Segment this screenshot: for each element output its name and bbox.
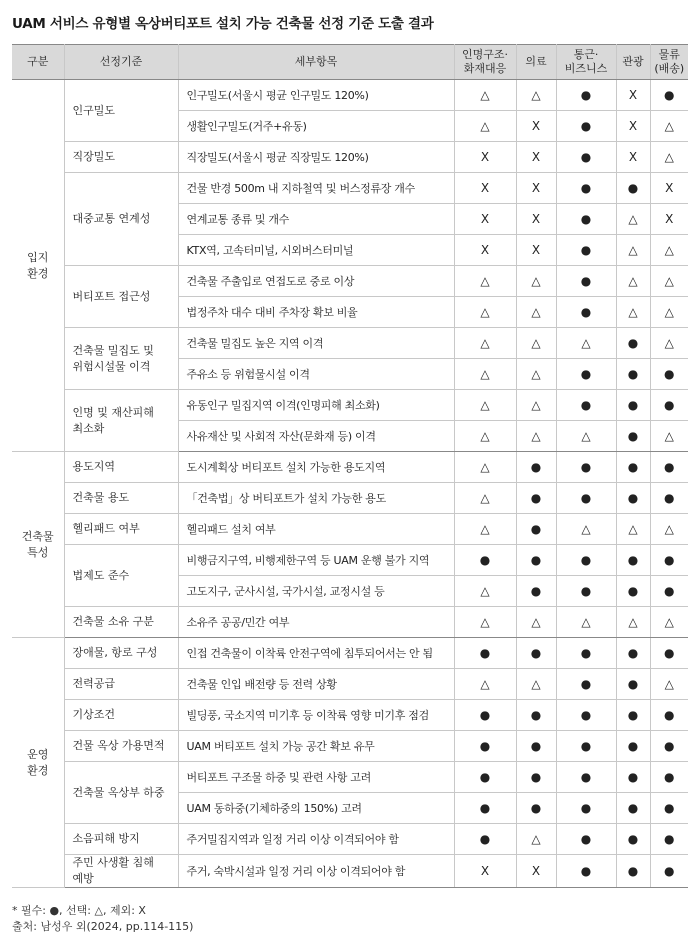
mark-rescue: ● (454, 824, 516, 855)
mark-tourism: ● (616, 173, 650, 204)
mark-commute: ● (556, 111, 616, 142)
mark-commute: ● (556, 731, 616, 762)
mark-logistics: △ (650, 669, 688, 700)
mark-rescue: △ (454, 297, 516, 328)
detail-cell: 법정주차 대수 대비 주차장 확보 비율 (178, 297, 454, 328)
mark-logistics: X (650, 173, 688, 204)
mark-tourism: X (616, 142, 650, 173)
mark-rescue: △ (454, 421, 516, 452)
mark-tourism: ● (616, 669, 650, 700)
mark-tourism: ● (616, 545, 650, 576)
mark-tourism: X (616, 80, 650, 111)
mark-medical: ● (516, 514, 556, 545)
mark-tourism: ● (616, 731, 650, 762)
criterion-cell: 헬리패드 여부 (64, 514, 178, 545)
mark-logistics: △ (650, 607, 688, 638)
mark-medical: △ (516, 297, 556, 328)
mark-commute: ● (556, 762, 616, 793)
mark-logistics: ● (650, 483, 688, 514)
mark-commute: ● (556, 824, 616, 855)
mark-medical: ● (516, 731, 556, 762)
mark-tourism: ● (616, 359, 650, 390)
mark-logistics: ● (650, 824, 688, 855)
mark-tourism: △ (616, 266, 650, 297)
detail-cell: 사유재산 및 사회적 자산(문화재 등) 이격 (178, 421, 454, 452)
mark-logistics: ● (650, 390, 688, 421)
mark-logistics: △ (650, 266, 688, 297)
header-criterion: 선정기준 (64, 45, 178, 80)
mark-rescue: ● (454, 793, 516, 824)
mark-logistics: ● (650, 762, 688, 793)
mark-rescue: △ (454, 514, 516, 545)
mark-logistics: ● (650, 855, 688, 888)
mark-tourism: ● (616, 390, 650, 421)
mark-logistics: △ (650, 142, 688, 173)
header-row (12, 45, 688, 80)
mark-logistics: ● (650, 793, 688, 824)
criterion-cell: 건축물 소유 구분 (64, 607, 178, 638)
mark-rescue: △ (454, 390, 516, 421)
mark-rescue: △ (454, 80, 516, 111)
legend-note: * 필수: ●, 선택: △, 제외: X (12, 904, 146, 917)
mark-logistics: ● (650, 545, 688, 576)
mark-commute: ● (556, 700, 616, 731)
mark-tourism: △ (616, 235, 650, 266)
group-cell: 운영 환경 (12, 638, 64, 888)
mark-commute: △ (556, 514, 616, 545)
mark-medical: ● (516, 483, 556, 514)
criterion-cell: 건축물 옥상부 하중 (64, 762, 178, 824)
header-group: 구분 (12, 45, 64, 80)
detail-cell: 주유소 등 위험물시설 이격 (178, 359, 454, 390)
criterion-cell: 대중교통 연계성 (64, 173, 178, 266)
source-note: 출처: 남성우 외(2024, pp.114-115) (12, 920, 194, 933)
detail-cell: 도시계획상 버티포트 설치 가능한 용도지역 (178, 452, 454, 483)
mark-rescue: △ (454, 266, 516, 297)
criterion-cell: 장애물, 항로 구성 (64, 638, 178, 669)
mark-logistics: △ (650, 421, 688, 452)
mark-rescue: △ (454, 359, 516, 390)
mark-rescue: △ (454, 328, 516, 359)
mark-commute: ● (556, 173, 616, 204)
table-row (12, 173, 688, 204)
mark-tourism: ● (616, 824, 650, 855)
table-row (12, 824, 688, 855)
mark-rescue: ● (454, 762, 516, 793)
mark-medical: X (516, 235, 556, 266)
mark-medical: △ (516, 421, 556, 452)
mark-rescue: △ (454, 607, 516, 638)
header-rescue: 인명구조· 화재대응 (454, 45, 516, 80)
group-cell: 입지 환경 (12, 80, 64, 452)
mark-commute: ● (556, 545, 616, 576)
mark-commute: △ (556, 328, 616, 359)
mark-rescue: △ (454, 576, 516, 607)
criterion-cell: 전력공급 (64, 669, 178, 700)
table-row (12, 80, 688, 111)
mark-logistics: ● (650, 700, 688, 731)
detail-cell: 빌딩풍, 국소지역 미기후 등 이착륙 영향 미기후 점검 (178, 700, 454, 731)
mark-medical: △ (516, 390, 556, 421)
table-row (12, 266, 688, 297)
mark-logistics: ● (650, 452, 688, 483)
mark-commute: ● (556, 80, 616, 111)
criterion-cell: 직장밀도 (64, 142, 178, 173)
mark-medical: X (516, 204, 556, 235)
detail-cell: 고도지구, 군사시설, 국가시설, 교정시설 등 (178, 576, 454, 607)
mark-rescue: △ (454, 669, 516, 700)
mark-logistics: △ (650, 235, 688, 266)
table-row (12, 638, 688, 669)
detail-cell: KTX역, 고속터미널, 시외버스터미널 (178, 235, 454, 266)
mark-commute: △ (556, 421, 616, 452)
detail-cell: UAM 버티포트 설치 가능 공간 확보 유무 (178, 731, 454, 762)
mark-commute: ● (556, 576, 616, 607)
mark-tourism: △ (616, 514, 650, 545)
criterion-cell: 건축물 용도 (64, 483, 178, 514)
mark-logistics: △ (650, 111, 688, 142)
table-body (12, 80, 688, 888)
mark-medical: △ (516, 669, 556, 700)
mark-commute: ● (556, 452, 616, 483)
mark-logistics: △ (650, 514, 688, 545)
mark-tourism: ● (616, 762, 650, 793)
mark-tourism: △ (616, 204, 650, 235)
detail-cell: 주거, 숙박시설과 일정 거리 이상 이격되어야 함 (178, 855, 454, 888)
mark-commute: ● (556, 359, 616, 390)
criterion-cell: 인명 및 재산피해 최소화 (64, 390, 178, 452)
detail-cell: 건물 반경 500m 내 지하철역 및 버스정류장 개수 (178, 173, 454, 204)
detail-cell: 건축물 주출입로 연접도로 중로 이상 (178, 266, 454, 297)
table-row (12, 328, 688, 359)
mark-rescue: ● (454, 700, 516, 731)
mark-rescue: △ (454, 111, 516, 142)
table-row (12, 607, 688, 638)
header-tourism: 관광 (616, 45, 650, 80)
mark-medical: △ (516, 359, 556, 390)
table-row (12, 855, 688, 888)
criterion-cell: 건축물 밀집도 및 위험시설물 이격 (64, 328, 178, 390)
mark-commute: ● (556, 235, 616, 266)
header-detail: 세부항목 (178, 45, 454, 80)
mark-rescue: △ (454, 483, 516, 514)
detail-cell: 헬리패드 설치 여부 (178, 514, 454, 545)
table-title: UAM 서비스 유형별 옥상버티포트 설치 가능 건축물 선정 기준 도출 결과 (12, 16, 434, 32)
mark-tourism: ● (616, 328, 650, 359)
mark-medical: X (516, 111, 556, 142)
detail-cell: 버티포트 구조물 하중 및 관련 사항 고려 (178, 762, 454, 793)
detail-cell: 주거밀집지역과 일정 거리 이상 이격되어야 함 (178, 824, 454, 855)
table-row (12, 142, 688, 173)
mark-tourism: ● (616, 638, 650, 669)
mark-tourism: △ (616, 297, 650, 328)
criterion-cell: 법제도 준수 (64, 545, 178, 607)
mark-commute: ● (556, 390, 616, 421)
table-row (12, 731, 688, 762)
criteria-table (12, 44, 688, 888)
table-row (12, 545, 688, 576)
detail-cell: 직장밀도(서울시 평균 직장밀도 120%) (178, 142, 454, 173)
detail-cell: 인접 건축물이 이착륙 안전구역에 침투되어서는 안 됨 (178, 638, 454, 669)
header-commute: 통근· 비즈니스 (556, 45, 616, 80)
mark-rescue: X (454, 142, 516, 173)
table-row (12, 483, 688, 514)
mark-logistics: ● (650, 576, 688, 607)
criterion-cell: 소음피해 방지 (64, 824, 178, 855)
mark-commute: ● (556, 669, 616, 700)
mark-logistics: ● (650, 80, 688, 111)
criterion-cell: 용도지역 (64, 452, 178, 483)
mark-logistics: ● (650, 359, 688, 390)
mark-logistics: ● (650, 638, 688, 669)
detail-cell: 인구밀도(서울시 평균 인구밀도 120%) (178, 80, 454, 111)
mark-logistics: △ (650, 297, 688, 328)
header-logistics: 물류 (배송) (650, 45, 688, 80)
table-row (12, 452, 688, 483)
detail-cell: 비행금지구역, 비행제한구역 등 UAM 운행 불가 지역 (178, 545, 454, 576)
mark-rescue: X (454, 173, 516, 204)
mark-logistics: △ (650, 328, 688, 359)
mark-rescue: ● (454, 545, 516, 576)
mark-commute: ● (556, 266, 616, 297)
mark-medical: ● (516, 545, 556, 576)
mark-rescue: ● (454, 638, 516, 669)
mark-rescue: X (454, 855, 516, 888)
mark-tourism: ● (616, 700, 650, 731)
table-row (12, 514, 688, 545)
mark-medical: X (516, 142, 556, 173)
mark-medical: △ (516, 328, 556, 359)
mark-medical: ● (516, 762, 556, 793)
mark-commute: ● (556, 793, 616, 824)
mark-medical: ● (516, 638, 556, 669)
mark-commute: ● (556, 483, 616, 514)
criterion-cell: 버티포트 접근성 (64, 266, 178, 328)
mark-commute: ● (556, 204, 616, 235)
mark-medical: △ (516, 824, 556, 855)
detail-cell: 건축물 밀집도 높은 지역 이격 (178, 328, 454, 359)
detail-cell: 연계교통 종류 및 개수 (178, 204, 454, 235)
detail-cell: 「건축법」상 버티포트가 설치 가능한 용도 (178, 483, 454, 514)
mark-medical: X (516, 173, 556, 204)
detail-cell: UAM 동하중(기체하중의 150%) 고려 (178, 793, 454, 824)
mark-tourism: X (616, 111, 650, 142)
mark-tourism: △ (616, 607, 650, 638)
mark-tourism: ● (616, 793, 650, 824)
mark-rescue: ● (454, 731, 516, 762)
mark-medical: △ (516, 607, 556, 638)
mark-tourism: ● (616, 483, 650, 514)
mark-tourism: ● (616, 576, 650, 607)
mark-medical: ● (516, 793, 556, 824)
table-row (12, 762, 688, 793)
criterion-cell: 주민 사생활 침해 예방 (64, 855, 178, 888)
mark-commute: △ (556, 607, 616, 638)
group-cell: 건축물 특성 (12, 452, 64, 638)
mark-rescue: X (454, 204, 516, 235)
criterion-cell: 건물 옥상 가용면적 (64, 731, 178, 762)
mark-commute: ● (556, 638, 616, 669)
mark-rescue: X (454, 235, 516, 266)
mark-medical: X (516, 855, 556, 888)
mark-medical: ● (516, 576, 556, 607)
criterion-cell: 인구밀도 (64, 80, 178, 142)
mark-commute: ● (556, 142, 616, 173)
header-medical: 의료 (516, 45, 556, 80)
mark-logistics: ● (650, 731, 688, 762)
mark-medical: ● (516, 452, 556, 483)
mark-medical: △ (516, 80, 556, 111)
mark-tourism: ● (616, 855, 650, 888)
table-row (12, 390, 688, 421)
detail-cell: 유동인구 밀집지역 이격(인명피해 최소화) (178, 390, 454, 421)
criterion-cell: 기상조건 (64, 700, 178, 731)
mark-commute: ● (556, 855, 616, 888)
mark-commute: ● (556, 297, 616, 328)
mark-medical: ● (516, 700, 556, 731)
detail-cell: 건축물 인입 배전량 등 전력 상황 (178, 669, 454, 700)
table-row (12, 669, 688, 700)
detail-cell: 소유주 공공/민간 여부 (178, 607, 454, 638)
mark-tourism: ● (616, 452, 650, 483)
mark-logistics: X (650, 204, 688, 235)
detail-cell: 생활인구밀도(거주+유동) (178, 111, 454, 142)
mark-tourism: ● (616, 421, 650, 452)
mark-medical: △ (516, 266, 556, 297)
mark-rescue: △ (454, 452, 516, 483)
table-row (12, 700, 688, 731)
